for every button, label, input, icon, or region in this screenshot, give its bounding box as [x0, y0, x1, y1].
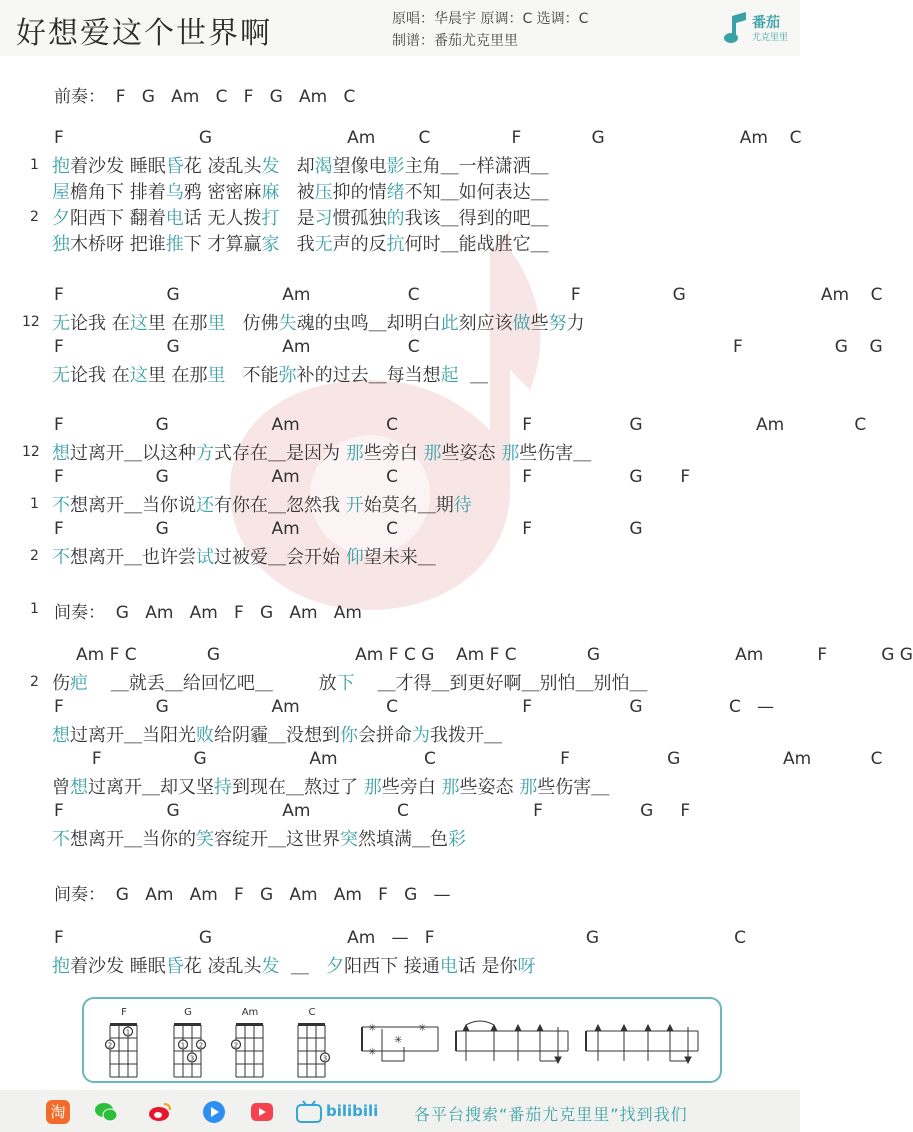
svg-text:✳: ✳ [418, 1023, 427, 1034]
fretboard-g [168, 1021, 208, 1079]
chord-line: F G Am C F G F [54, 801, 691, 821]
taobao-icon[interactable]: 淘 [46, 1100, 70, 1124]
lyric-line: 无论我 在这里 在那里 不能弥补的过去＿每当想起 ＿ [52, 365, 489, 386]
lyric-line: 独木桥呀 把谁推下 才算赢家 我无声的反抗何时＿能战胜它＿ [52, 234, 549, 255]
lyric-line: 抱着沙发 睡眠昏花 凌乱头发 ＿ 夕阳西下 接通电话 是你呀 [52, 956, 536, 977]
finger-number: 2 [107, 1041, 113, 1050]
finger-number: 1 [180, 1041, 186, 1050]
chord-diagram-f [104, 1007, 164, 1079]
svg-text:✳: ✳ [368, 1047, 377, 1058]
verse-number: 1 [30, 157, 39, 173]
arranger: 制谱：番茄尤克里里 [392, 33, 518, 49]
lyric-line: 屋檐角下 排着乌鸦 密密麻麻 被压抑的情绪不知＿如何表达＿ [52, 182, 549, 203]
svg-text:✳: ✳ [394, 1035, 403, 1046]
lyric-line: 想过离开＿当阳光败给阴霾＿没想到你会拼命为我拨开＿ [52, 725, 502, 746]
weibo-icon[interactable] [148, 1100, 172, 1124]
verse-number: 12 [22, 314, 40, 330]
finger-number: 2 [233, 1041, 239, 1050]
chord-line: F G Am C F G Am C [54, 128, 802, 148]
finger-number: 3 [322, 1054, 328, 1063]
footer-slogan: 各平台搜索“番茄尤克里里”找到我们 [414, 1105, 688, 1124]
chord-line: F G Am C F G G [54, 337, 883, 357]
lyric-line: 夕阳西下 翻着电话 无人拨打 是习惯孤独的我该＿得到的吧＿ [52, 208, 549, 229]
lyric-line: 不想离开＿也许尝试过被爱＿会开始 仰望未来＿ [52, 547, 436, 568]
lyric-line: 不想离开＿当你的笑容绽开＿这世界突然填满＿色彩 [52, 829, 466, 850]
rhythm-pattern-1 [360, 1017, 440, 1069]
finger-number: 1 [125, 1028, 131, 1037]
bilibili-text[interactable]: bilibili [326, 1102, 379, 1120]
rhythm-pattern-2 [454, 1017, 570, 1069]
fretboard-am [230, 1021, 270, 1079]
chord-name: F [121, 1007, 127, 1018]
lyric-line: 抱着沙发 睡眠昏花 凌乱头发 却渴望像电影主角＿一样潇洒＿ [52, 156, 549, 177]
chord-line: F G Am C F G Am C [54, 749, 883, 769]
verse-number: 2 [30, 548, 39, 564]
chord-name: C [308, 1007, 316, 1018]
chord-name: G [184, 1007, 192, 1018]
verse-number: 2 [30, 674, 39, 690]
chord-line: Am F C G Am F C G Am F C G Am F G G [76, 645, 913, 665]
chord-diagram-c [292, 1007, 352, 1079]
verse-number: 2 [30, 209, 39, 225]
prelude-line: 前奏： F G Am C F G Am C [54, 87, 356, 107]
finger-number: 2 [198, 1041, 204, 1050]
svg-text:✳: ✳ [368, 1023, 377, 1034]
interlude-line: 间奏： G Am Am F G Am Am [54, 603, 362, 623]
play-icon[interactable] [202, 1100, 226, 1124]
verse-number: 1 [30, 601, 39, 617]
song-title: 好想爱这个世界啊 [16, 16, 272, 51]
chord-diagram-panel [82, 997, 722, 1083]
finger-number: 3 [189, 1054, 195, 1063]
chord-line: F G Am — F G C [54, 928, 746, 948]
lyric-line: 伤疤 ＿就丢＿给回忆吧＿ 放下 ＿才得＿到更好啊＿别怕＿别怕＿ [52, 673, 648, 694]
wechat-icon[interactable] [94, 1100, 118, 1124]
chord-line: F G Am C F G Am C [54, 285, 883, 305]
verse-number: 12 [22, 444, 40, 460]
chord-diagram-am [230, 1007, 290, 1079]
footer [0, 1090, 800, 1132]
lyric-line: 曾想过离开＿却又坚持到现在＿熬过了 那些旁白 那些姿态 那些伤害＿ [52, 777, 610, 798]
interlude-line: 间奏： G Am Am F G Am Am F G — [54, 885, 451, 905]
video-icon[interactable] [250, 1100, 274, 1124]
logo-text: 番茄 [752, 15, 780, 31]
verse-number: 1 [30, 496, 39, 512]
chord-line: F G Am C F G Am C [54, 415, 867, 435]
song-meta: 原唱：华晨宇 原调：C 选调：C [392, 11, 589, 27]
fretboard-c [292, 1021, 332, 1079]
chord-diagram-g [168, 1007, 228, 1079]
fretboard-f [104, 1021, 144, 1079]
chord-line: F G Am C F G [54, 519, 643, 539]
chord-line: F G Am C F G C — [54, 697, 775, 717]
chord-name: Am [241, 1007, 259, 1018]
lyric-line: 不想离开＿当你说还有你在＿忽然我 开始莫名＿期待 [52, 495, 472, 516]
logo-subtext: 尤克里里 [752, 33, 789, 43]
rhythm-pattern-3 [584, 1017, 700, 1069]
lyric-line: 无论我 在这里 在那里 仿佛失魂的虫鸣＿却明白此刻应该做些努力 [52, 313, 585, 334]
lyric-line: 想过离开＿以这种方式存在＿是因为 那些旁白 那些姿态 那些伤害＿ [52, 443, 592, 464]
bilibili-icon[interactable] [296, 1100, 322, 1124]
chord-line: F G Am C F G F [54, 467, 691, 487]
